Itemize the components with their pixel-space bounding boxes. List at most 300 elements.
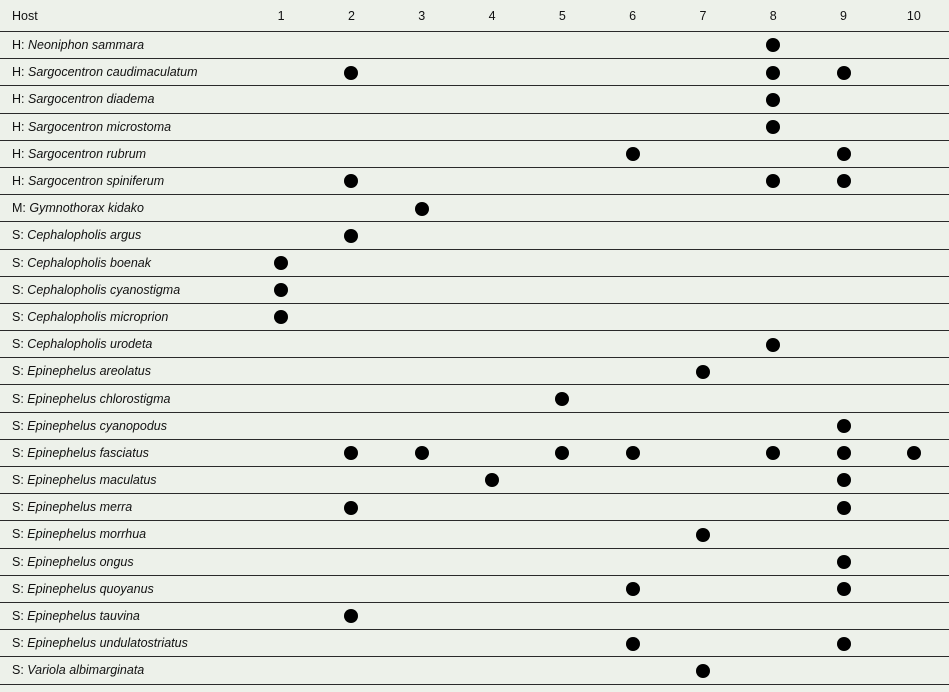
cell-col-9 xyxy=(808,140,878,167)
cell-col-5 xyxy=(527,494,597,521)
cell-col-4 xyxy=(457,602,527,629)
host-group-prefix: S: xyxy=(12,337,24,352)
presence-dot-icon xyxy=(766,338,780,352)
cell-col-1 xyxy=(246,630,316,657)
cell-col-9 xyxy=(808,358,878,385)
cell-col-3 xyxy=(387,59,457,86)
cell-col-9 xyxy=(808,195,878,222)
cell-col-3 xyxy=(387,32,457,59)
cell-col-10 xyxy=(879,630,949,657)
cell-col-10 xyxy=(879,467,949,494)
table-row xyxy=(0,548,949,575)
table-row xyxy=(0,602,949,629)
presence-dot-icon xyxy=(344,174,358,188)
cell-col-6 xyxy=(597,439,667,466)
presence-dot-icon xyxy=(837,582,851,596)
host-cell xyxy=(0,32,246,59)
cell-col-2 xyxy=(316,575,386,602)
cell-col-2 xyxy=(316,494,386,521)
host-group-prefix: S: xyxy=(12,364,24,379)
host-species-name: Epinephelus maculatus xyxy=(27,473,157,488)
cell-col-1 xyxy=(246,657,316,684)
cell-col-3 xyxy=(387,113,457,140)
cell-col-3 xyxy=(387,303,457,330)
cell-col-4 xyxy=(457,86,527,113)
cell-col-7 xyxy=(668,548,738,575)
host-cell xyxy=(0,59,246,86)
cell-col-1 xyxy=(246,439,316,466)
cell-col-3 xyxy=(387,86,457,113)
cell-col-5 xyxy=(527,439,597,466)
cell-col-5 xyxy=(527,602,597,629)
cell-col-8 xyxy=(738,303,808,330)
cell-col-9 xyxy=(808,59,878,86)
column-header-7: 7 xyxy=(668,0,738,32)
cell-col-6 xyxy=(597,521,667,548)
host-group-prefix: S: xyxy=(12,391,24,406)
host-cell xyxy=(0,439,246,466)
presence-dot-icon xyxy=(485,473,499,487)
cell-col-7 xyxy=(668,59,738,86)
header-row xyxy=(0,0,949,32)
cell-col-8 xyxy=(738,439,808,466)
cell-col-7 xyxy=(668,86,738,113)
cell-col-7 xyxy=(668,249,738,276)
cell-col-7 xyxy=(668,385,738,412)
cell-col-10 xyxy=(879,59,949,86)
cell-col-6 xyxy=(597,59,667,86)
cell-col-8 xyxy=(738,167,808,194)
host-group-prefix: H: xyxy=(12,38,25,53)
presence-dot-icon xyxy=(837,446,851,460)
cell-col-8 xyxy=(738,575,808,602)
host-cell xyxy=(0,575,246,602)
cell-col-8 xyxy=(738,331,808,358)
cell-col-1 xyxy=(246,195,316,222)
cell-col-5 xyxy=(527,657,597,684)
cell-col-3 xyxy=(387,657,457,684)
cell-col-8 xyxy=(738,630,808,657)
host-cell xyxy=(0,521,246,548)
host-cell xyxy=(0,303,246,330)
cell-col-6 xyxy=(597,602,667,629)
cell-col-10 xyxy=(879,575,949,602)
cell-col-8 xyxy=(738,59,808,86)
cell-col-7 xyxy=(668,222,738,249)
host-group-prefix: H: xyxy=(12,92,25,107)
table-row xyxy=(0,521,949,548)
cell-col-6 xyxy=(597,32,667,59)
cell-col-4 xyxy=(457,467,527,494)
host-species-name: Epinephelus cyanopodus xyxy=(27,418,167,433)
presence-dot-icon xyxy=(766,66,780,80)
host-cell xyxy=(0,630,246,657)
cell-col-10 xyxy=(879,303,949,330)
host-group-prefix: H: xyxy=(12,65,25,80)
cell-col-1 xyxy=(246,467,316,494)
host-group-prefix: H: xyxy=(12,174,25,189)
cell-col-3 xyxy=(387,412,457,439)
cell-col-1 xyxy=(246,113,316,140)
cell-col-6 xyxy=(597,167,667,194)
cell-col-3 xyxy=(387,249,457,276)
cell-col-2 xyxy=(316,548,386,575)
cell-col-1 xyxy=(246,249,316,276)
cell-col-1 xyxy=(246,602,316,629)
host-group-prefix: M: xyxy=(12,201,26,216)
host-cell xyxy=(0,167,246,194)
cell-col-2 xyxy=(316,657,386,684)
host-cell xyxy=(0,494,246,521)
cell-col-6 xyxy=(597,385,667,412)
cell-col-8 xyxy=(738,548,808,575)
cell-col-7 xyxy=(668,331,738,358)
cell-col-2 xyxy=(316,32,386,59)
cell-col-2 xyxy=(316,439,386,466)
host-species-name: Epinephelus tauvina xyxy=(27,609,140,624)
host-species-name: Epinephelus merra xyxy=(27,500,133,515)
cell-col-6 xyxy=(597,276,667,303)
cell-col-3 xyxy=(387,494,457,521)
presence-dot-icon xyxy=(274,283,288,297)
cell-col-5 xyxy=(527,385,597,412)
cell-col-3 xyxy=(387,467,457,494)
cell-col-4 xyxy=(457,548,527,575)
cell-col-8 xyxy=(738,195,808,222)
cell-col-2 xyxy=(316,602,386,629)
cell-col-2 xyxy=(316,521,386,548)
table-row xyxy=(0,303,949,330)
cell-col-7 xyxy=(668,140,738,167)
presence-dot-icon xyxy=(837,555,851,569)
cell-col-6 xyxy=(597,494,667,521)
cell-col-2 xyxy=(316,140,386,167)
cell-col-6 xyxy=(597,249,667,276)
table-row xyxy=(0,331,949,358)
cell-col-2 xyxy=(316,276,386,303)
cell-col-5 xyxy=(527,113,597,140)
host-species-name: Sargocentron rubrum xyxy=(27,146,147,161)
cell-col-7 xyxy=(668,439,738,466)
column-header-8: 8 xyxy=(738,0,808,32)
host-species-name: Neoniphon sammara xyxy=(27,38,145,53)
cell-col-9 xyxy=(808,657,878,684)
cell-col-10 xyxy=(879,167,949,194)
cell-col-10 xyxy=(879,86,949,113)
presence-dot-icon xyxy=(837,66,851,80)
host-cell xyxy=(0,222,246,249)
column-header-4: 4 xyxy=(457,0,527,32)
cell-col-2 xyxy=(316,86,386,113)
host-cell xyxy=(0,548,246,575)
cell-col-4 xyxy=(457,412,527,439)
presence-dot-icon xyxy=(415,446,429,460)
host-species-name: Epinephelus areolatus xyxy=(27,364,151,379)
cell-col-3 xyxy=(387,140,457,167)
cell-col-10 xyxy=(879,385,949,412)
host-group-prefix: S: xyxy=(12,663,24,678)
cell-col-10 xyxy=(879,521,949,548)
cell-col-8 xyxy=(738,86,808,113)
host-species-name: Cephalopholis urodeta xyxy=(27,337,153,352)
cell-col-8 xyxy=(738,602,808,629)
presence-dot-icon xyxy=(626,582,640,596)
cell-col-9 xyxy=(808,630,878,657)
column-header-9: 9 xyxy=(808,0,878,32)
host-group-prefix: S: xyxy=(12,581,24,596)
presence-dot-icon xyxy=(766,120,780,134)
host-cell xyxy=(0,385,246,412)
cell-col-10 xyxy=(879,602,949,629)
column-header-10: 10 xyxy=(879,0,949,32)
cell-col-1 xyxy=(246,521,316,548)
cell-col-1 xyxy=(246,331,316,358)
cell-col-4 xyxy=(457,249,527,276)
column-header-3: 3 xyxy=(387,0,457,32)
cell-col-8 xyxy=(738,412,808,439)
cell-col-8 xyxy=(738,494,808,521)
cell-col-5 xyxy=(527,59,597,86)
cell-col-5 xyxy=(527,276,597,303)
presence-dot-icon xyxy=(696,365,710,379)
presence-dot-icon xyxy=(837,419,851,433)
cell-col-9 xyxy=(808,575,878,602)
table-row xyxy=(0,59,949,86)
cell-col-4 xyxy=(457,222,527,249)
host-group-prefix: S: xyxy=(12,309,24,324)
host-cell xyxy=(0,140,246,167)
presence-dot-icon xyxy=(274,310,288,324)
cell-col-4 xyxy=(457,59,527,86)
cell-col-2 xyxy=(316,59,386,86)
host-species-name: Sargocentron spiniferum xyxy=(27,174,165,189)
host-cell xyxy=(0,358,246,385)
cell-col-7 xyxy=(668,303,738,330)
cell-col-6 xyxy=(597,548,667,575)
column-header-6: 6 xyxy=(597,0,667,32)
cell-col-5 xyxy=(527,86,597,113)
table-body xyxy=(0,32,949,685)
cell-col-7 xyxy=(668,630,738,657)
column-header-2: 2 xyxy=(316,0,386,32)
cell-col-7 xyxy=(668,32,738,59)
presence-dot-icon xyxy=(766,446,780,460)
table-row xyxy=(0,467,949,494)
cell-col-3 xyxy=(387,385,457,412)
cell-col-4 xyxy=(457,358,527,385)
cell-col-10 xyxy=(879,222,949,249)
cell-col-9 xyxy=(808,276,878,303)
host-cell xyxy=(0,195,246,222)
cell-col-1 xyxy=(246,32,316,59)
cell-col-8 xyxy=(738,222,808,249)
cell-col-3 xyxy=(387,630,457,657)
cell-col-7 xyxy=(668,521,738,548)
cell-col-2 xyxy=(316,303,386,330)
presence-dot-icon xyxy=(555,392,569,406)
presence-dot-icon xyxy=(837,637,851,651)
cell-col-2 xyxy=(316,222,386,249)
cell-col-4 xyxy=(457,521,527,548)
host-group-prefix: S: xyxy=(12,228,24,243)
cell-col-7 xyxy=(668,358,738,385)
host-cell xyxy=(0,412,246,439)
cell-col-3 xyxy=(387,548,457,575)
host-group-prefix: S: xyxy=(12,473,24,488)
cell-col-8 xyxy=(738,385,808,412)
presence-dot-icon xyxy=(837,147,851,161)
presence-dot-icon xyxy=(766,93,780,107)
table-row xyxy=(0,439,949,466)
host-species-name: Epinephelus quoyanus xyxy=(27,581,154,596)
host-species-name: Cephalopholis boenak xyxy=(27,255,152,270)
table-row xyxy=(0,140,949,167)
presence-dot-icon xyxy=(837,174,851,188)
cell-col-10 xyxy=(879,113,949,140)
host-species-name: Gymnothorax kidako xyxy=(29,201,145,216)
host-species-name: Epinephelus morrhua xyxy=(27,527,147,542)
host-species-name: Cephalopholis cyanostigma xyxy=(27,282,181,297)
cell-col-9 xyxy=(808,331,878,358)
cell-col-7 xyxy=(668,113,738,140)
cell-col-4 xyxy=(457,140,527,167)
cell-col-2 xyxy=(316,113,386,140)
cell-col-8 xyxy=(738,521,808,548)
cell-col-9 xyxy=(808,439,878,466)
host-species-name: Cephalopholis microprion xyxy=(27,309,169,324)
host-cell xyxy=(0,331,246,358)
host-species-name: Epinephelus undulatostriatus xyxy=(27,636,188,651)
cell-col-8 xyxy=(738,657,808,684)
table-row xyxy=(0,276,949,303)
presence-dot-icon xyxy=(626,147,640,161)
table-row xyxy=(0,167,949,194)
presence-dot-icon xyxy=(766,38,780,52)
host-group-prefix: H: xyxy=(12,119,25,134)
cell-col-4 xyxy=(457,575,527,602)
cell-col-1 xyxy=(246,412,316,439)
host-cell xyxy=(0,249,246,276)
cell-col-2 xyxy=(316,358,386,385)
cell-col-3 xyxy=(387,195,457,222)
cell-col-6 xyxy=(597,195,667,222)
cell-col-6 xyxy=(597,467,667,494)
cell-col-5 xyxy=(527,331,597,358)
cell-col-4 xyxy=(457,630,527,657)
cell-col-2 xyxy=(316,630,386,657)
cell-col-5 xyxy=(527,167,597,194)
host-species-name: Epinephelus chlorostigma xyxy=(27,391,171,406)
cell-col-4 xyxy=(457,303,527,330)
host-species-name: Variola albimarginata xyxy=(27,663,145,678)
cell-col-7 xyxy=(668,602,738,629)
presence-dot-icon xyxy=(344,446,358,460)
host-group-prefix: S: xyxy=(12,418,24,433)
cell-col-5 xyxy=(527,467,597,494)
table-row xyxy=(0,575,949,602)
cell-col-10 xyxy=(879,494,949,521)
cell-col-1 xyxy=(246,276,316,303)
cell-col-6 xyxy=(597,358,667,385)
cell-col-8 xyxy=(738,32,808,59)
host-cell xyxy=(0,602,246,629)
presence-dot-icon xyxy=(626,637,640,651)
cell-col-7 xyxy=(668,167,738,194)
cell-col-10 xyxy=(879,32,949,59)
cell-col-1 xyxy=(246,86,316,113)
cell-col-9 xyxy=(808,167,878,194)
cell-col-9 xyxy=(808,113,878,140)
host-group-prefix: S: xyxy=(12,636,24,651)
cell-col-10 xyxy=(879,548,949,575)
cell-col-10 xyxy=(879,412,949,439)
presence-dot-icon xyxy=(344,66,358,80)
table-row xyxy=(0,657,949,684)
cell-col-9 xyxy=(808,32,878,59)
cell-col-6 xyxy=(597,303,667,330)
cell-col-5 xyxy=(527,358,597,385)
cell-col-8 xyxy=(738,358,808,385)
presence-dot-icon xyxy=(837,473,851,487)
table-row xyxy=(0,358,949,385)
cell-col-5 xyxy=(527,575,597,602)
cell-col-9 xyxy=(808,86,878,113)
cell-col-5 xyxy=(527,548,597,575)
cell-col-8 xyxy=(738,249,808,276)
cell-col-7 xyxy=(668,276,738,303)
cell-col-5 xyxy=(527,249,597,276)
host-group-prefix: S: xyxy=(12,255,24,270)
column-header-5: 5 xyxy=(527,0,597,32)
cell-col-5 xyxy=(527,32,597,59)
cell-col-5 xyxy=(527,303,597,330)
cell-col-1 xyxy=(246,303,316,330)
cell-col-1 xyxy=(246,358,316,385)
cell-col-2 xyxy=(316,412,386,439)
cell-col-3 xyxy=(387,358,457,385)
cell-col-5 xyxy=(527,140,597,167)
cell-col-3 xyxy=(387,439,457,466)
cell-col-1 xyxy=(246,222,316,249)
table-row xyxy=(0,113,949,140)
cell-col-7 xyxy=(668,195,738,222)
host-cell xyxy=(0,657,246,684)
host-group-prefix: S: xyxy=(12,445,24,460)
cell-col-9 xyxy=(808,303,878,330)
cell-col-5 xyxy=(527,195,597,222)
cell-col-4 xyxy=(457,167,527,194)
presence-dot-icon xyxy=(837,501,851,515)
cell-col-8 xyxy=(738,140,808,167)
cell-col-8 xyxy=(738,467,808,494)
cell-col-3 xyxy=(387,521,457,548)
host-species-name: Cephalopholis argus xyxy=(27,228,142,243)
table-row xyxy=(0,195,949,222)
cell-col-10 xyxy=(879,439,949,466)
cell-col-9 xyxy=(808,222,878,249)
cell-col-9 xyxy=(808,602,878,629)
host-group-prefix: S: xyxy=(12,527,24,542)
host-group-prefix: H: xyxy=(12,146,25,161)
cell-col-7 xyxy=(668,575,738,602)
cell-col-3 xyxy=(387,331,457,358)
cell-col-10 xyxy=(879,140,949,167)
cell-col-6 xyxy=(597,630,667,657)
cell-col-1 xyxy=(246,59,316,86)
cell-col-1 xyxy=(246,494,316,521)
cell-col-9 xyxy=(808,548,878,575)
table-row xyxy=(0,249,949,276)
